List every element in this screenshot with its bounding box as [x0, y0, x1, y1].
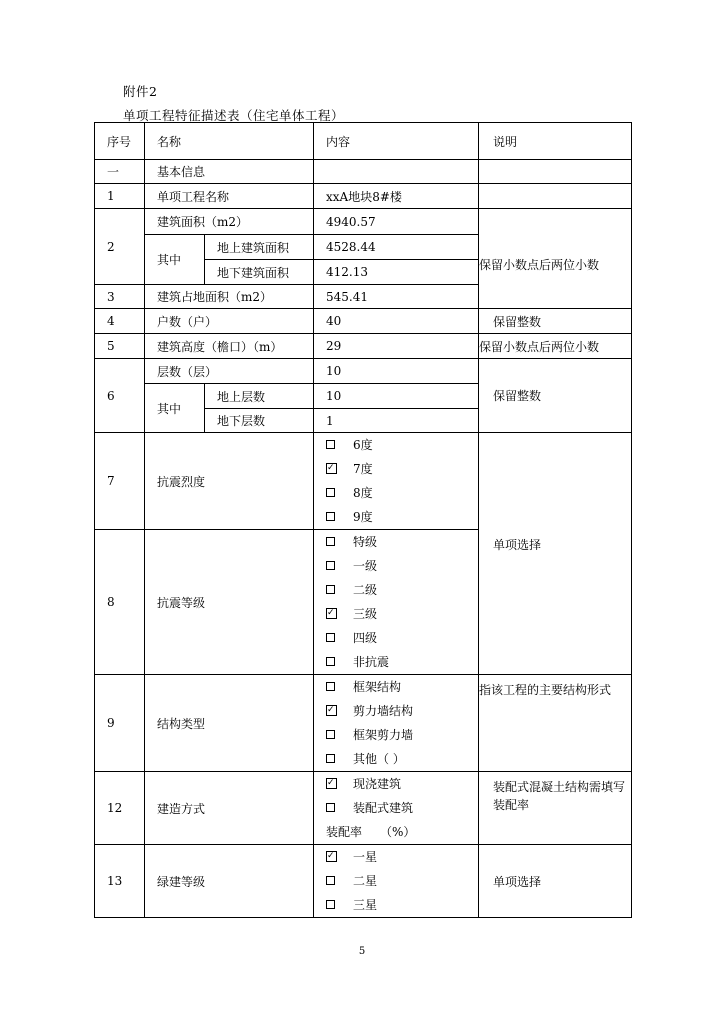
- seq-cell: 3: [95, 285, 145, 309]
- table-row: [95, 309, 632, 334]
- seq-cell: 8: [95, 530, 145, 675]
- note-cell: 保留小数点后两位小数: [479, 209, 632, 309]
- sub-name-cell: 地上建筑面积: [205, 235, 314, 260]
- value-cell: 545.41: [314, 285, 479, 309]
- note-cell: 保留整数: [479, 359, 632, 433]
- seq-cell: 一: [95, 160, 145, 184]
- name-cell: 抗震等级: [145, 530, 314, 675]
- checkbox-prefab[interactable]: [326, 803, 335, 812]
- checkbox-frame[interactable]: [326, 682, 335, 691]
- name-cell: 结构类型: [145, 675, 314, 772]
- checkbox-9[interactable]: [326, 512, 335, 521]
- checkbox-star2[interactable]: [326, 876, 335, 885]
- checkbox-7-checked[interactable]: [326, 463, 337, 474]
- seq-cell: 4: [95, 309, 145, 334]
- seq-cell: 12: [95, 772, 145, 845]
- name-cell: 建筑面积（m2）: [145, 209, 314, 235]
- table-row: [95, 845, 632, 918]
- header-note: 说明: [479, 123, 632, 160]
- table-row: [95, 433, 632, 530]
- note-cell: 单项选择: [479, 433, 632, 675]
- table-row: [95, 184, 632, 209]
- options-cell: 6度 ✓7度 8度 9度: [314, 433, 479, 530]
- table-title: 单项工程特征描述表（住宅单体工程）: [123, 108, 345, 123]
- options-cell: 框架结构 ✓剪力墙结构 框架剪力墙 其他（ ）: [314, 675, 479, 772]
- checkbox-8[interactable]: [326, 488, 335, 497]
- value-cell: 10: [314, 359, 479, 384]
- checkbox-grade4[interactable]: [326, 633, 335, 642]
- checkbox-star3[interactable]: [326, 900, 335, 909]
- name-cell: 层数（层）: [145, 359, 314, 384]
- note-cell: 装配式混凝土结构需填写装配率: [479, 772, 632, 845]
- table-row: [95, 359, 632, 384]
- table-row: [95, 334, 632, 359]
- header-content: 内容: [314, 123, 479, 160]
- options-cell: ✓一星 二星 三星: [314, 845, 479, 918]
- options-cell: ✓现浇建筑 装配式建筑 装配率 （%）: [314, 772, 479, 845]
- note-cell: 保留小数点后两位小数: [479, 334, 632, 359]
- value-cell: 4940.57: [314, 209, 479, 235]
- sub-name-cell: 地上层数: [205, 384, 314, 409]
- seq-cell: 5: [95, 334, 145, 359]
- prefab-ratio: 装配率 （%）: [326, 825, 416, 839]
- table-header-row: [95, 123, 632, 160]
- attachment-label: 附件2: [123, 84, 158, 99]
- seq-cell: 2: [95, 209, 145, 285]
- name-cell: 单项工程名称: [145, 184, 314, 209]
- table-row: [95, 160, 632, 184]
- value-cell: 412.13: [314, 260, 479, 285]
- checkbox-castinplace-checked[interactable]: [326, 778, 337, 789]
- value-cell: 29: [314, 334, 479, 359]
- name-cell: 户数（户）: [145, 309, 314, 334]
- checkbox-grade1[interactable]: [326, 561, 335, 570]
- checkbox-6[interactable]: [326, 440, 335, 449]
- value-cell: 40: [314, 309, 479, 334]
- sub-label: 其中: [145, 384, 205, 433]
- name-cell: 绿建等级: [145, 845, 314, 918]
- value-cell: 1: [314, 409, 479, 433]
- name-cell: 基本信息: [145, 160, 314, 184]
- name-cell: 建筑高度（檐口）（m）: [145, 334, 314, 359]
- feature-table: [94, 122, 632, 918]
- seq-cell: 9: [95, 675, 145, 772]
- note-cell: 保留整数: [479, 309, 632, 334]
- checkbox-none[interactable]: [326, 657, 335, 666]
- note-cell: 指该工程的主要结构形式: [479, 675, 632, 772]
- header-seq: 序号: [95, 123, 145, 160]
- checkbox-special[interactable]: [326, 537, 335, 546]
- sub-name-cell: 地下建筑面积: [205, 260, 314, 285]
- checkbox-shearwall-checked[interactable]: [326, 705, 337, 716]
- header-name: 名称: [145, 123, 314, 160]
- checkbox-other[interactable]: [326, 754, 335, 763]
- name-cell: 建筑占地面积（m2）: [145, 285, 314, 309]
- seq-cell: 6: [95, 359, 145, 433]
- options-cell: 特级 一级 二级 ✓三级 四级 非抗震: [314, 530, 479, 675]
- seq-cell: 13: [95, 845, 145, 918]
- sub-name-cell: 地下层数: [205, 409, 314, 433]
- seq-cell: 7: [95, 433, 145, 530]
- seq-cell: 1: [95, 184, 145, 209]
- value-cell: 10: [314, 384, 479, 409]
- table-row: [95, 772, 632, 845]
- checkbox-grade3-checked[interactable]: [326, 608, 337, 619]
- checkbox-frame-shearwall[interactable]: [326, 730, 335, 739]
- value-cell: xxA地块8#楼: [314, 184, 479, 209]
- table-row: [95, 675, 632, 772]
- name-cell: 建造方式: [145, 772, 314, 845]
- checkbox-star1-checked[interactable]: [326, 851, 337, 862]
- page-number: 5: [358, 946, 366, 957]
- table-row: [95, 209, 632, 235]
- note-cell: 单项选择: [479, 845, 632, 918]
- value-cell: 4528.44: [314, 235, 479, 260]
- name-cell: 抗震烈度: [145, 433, 314, 530]
- sub-label: 其中: [145, 235, 205, 285]
- checkbox-grade2[interactable]: [326, 585, 335, 594]
